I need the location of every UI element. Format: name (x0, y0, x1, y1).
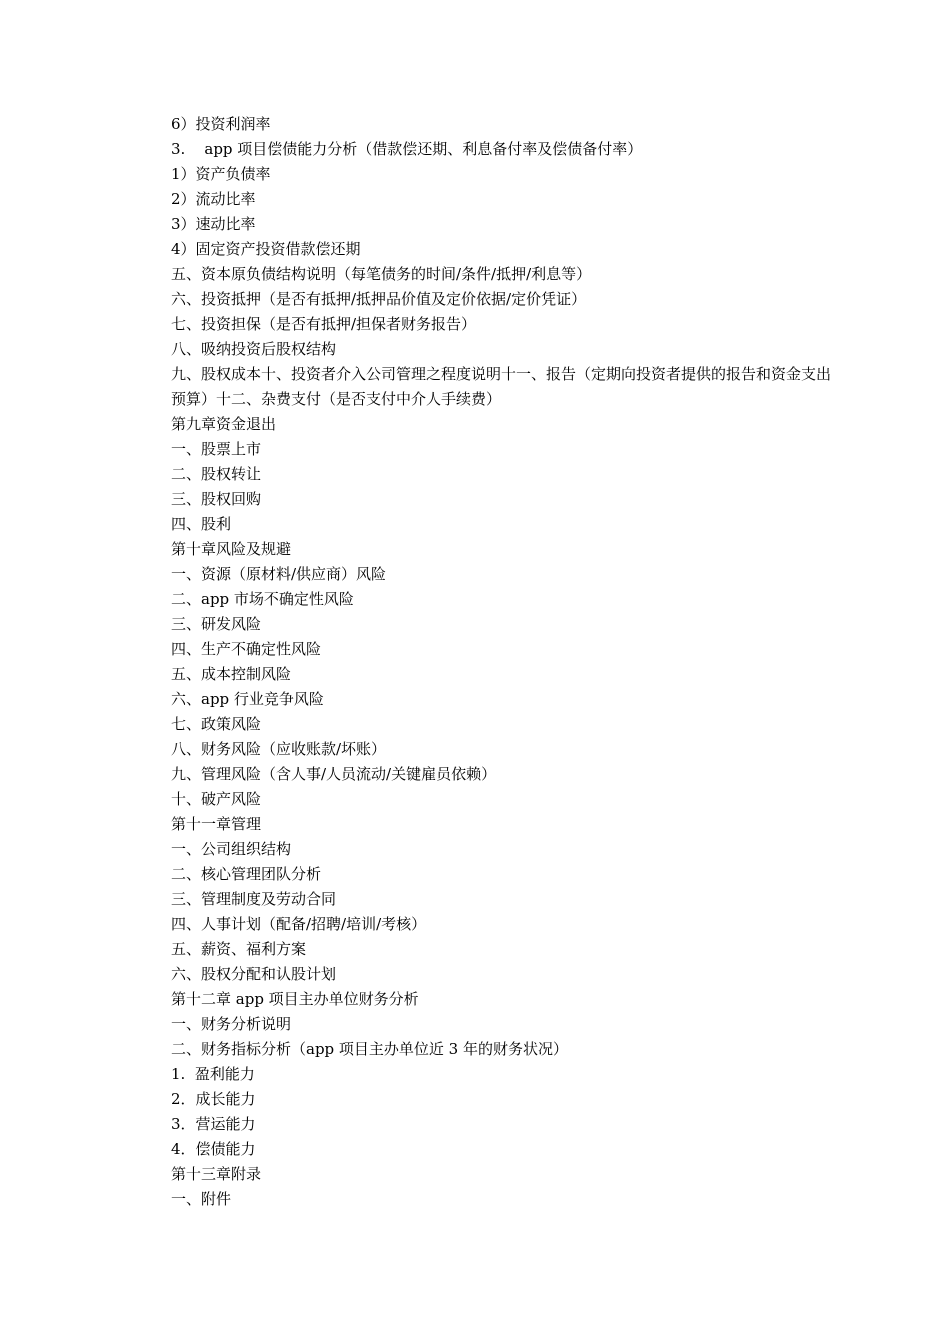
list-item: 三、股权回购 (171, 490, 262, 508)
list-item: 2．成长能力 (171, 1090, 256, 1108)
list-item: 二、财务指标分析（app 项目主办单位近 3 年的财务状况） (171, 1040, 568, 1058)
list-item: 三、管理制度及劳动合同 (171, 890, 337, 908)
paragraph: 九、股权成本十、投资者介入公司管理之程度说明十一、报告（定期向投资者提供的报告和资金支出预算）十二、杂费支付（是否支付中介人手续费） (171, 365, 832, 408)
list-item: 八、吸纳投资后股权结构 (171, 340, 337, 358)
list-item: 四、人事计划（配备/招聘/培训/考核） (171, 915, 427, 933)
list-item: 六、app 行业竞争风险 (171, 690, 324, 708)
list-item: 八、财务风险（应收账款/坏账） (171, 740, 387, 758)
list-item: 一、附件 (171, 1190, 232, 1208)
list-item: 四、股利 (171, 515, 232, 533)
chapter-heading: 第十一章管理 (171, 815, 262, 833)
list-item: 二、app 市场不确定性风险 (171, 590, 354, 608)
list-item: 九、管理风险（含人事/人员流动/关键雇员依赖） (171, 765, 497, 783)
list-item: 一、财务分析说明 (171, 1015, 292, 1033)
chapter-heading: 第十三章附录 (171, 1165, 262, 1183)
list-item: 四、生产不确定性风险 (171, 640, 322, 658)
chapter-heading: 第九章资金退出 (171, 415, 277, 433)
list-item: 七、投资担保（是否有抵押/担保者财务报告） (171, 315, 477, 333)
list-item: 五、资本原负债结构说明（每笔债务的时间/条件/抵押/利息等） (171, 265, 592, 283)
chapter-heading: 第十二章 app 项目主办单位财务分析 (171, 990, 419, 1008)
list-item: 十、破产风险 (171, 790, 262, 808)
list-item: 一、公司组织结构 (171, 840, 292, 858)
list-item: 六、投资抵押（是否有抵押/抵押品价值及定价依据/定价凭证） (171, 290, 587, 308)
list-item: 2）流动比率 (171, 190, 256, 208)
list-item: 4．偿债能力 (171, 1140, 256, 1158)
list-item: 1）资产负债率 (171, 165, 271, 183)
list-item: 三、研发风险 (171, 615, 262, 633)
list-item: 4）固定资产投资借款偿还期 (171, 240, 361, 258)
list-item: 3．营运能力 (171, 1115, 256, 1133)
list-item: 3）速动比率 (171, 215, 256, 233)
chapter-heading: 第十章风险及规避 (171, 540, 292, 558)
list-item: 七、政策风险 (171, 715, 262, 733)
document-body (171, 112, 831, 1212)
list-item: 二、股权转让 (171, 465, 262, 483)
list-item: 1. 盈利能力 (171, 1065, 255, 1083)
list-item: 五、薪资、福利方案 (171, 940, 307, 958)
list-item: 一、资源（原材料/供应商）风险 (171, 565, 387, 583)
list-item: 五、成本控制风险 (171, 665, 292, 683)
list-item: 一、股票上市 (171, 440, 262, 458)
list-item: 6）投资利润率 (171, 115, 271, 133)
list-item: 二、核心管理团队分析 (171, 865, 322, 883)
list-item: 六、股权分配和认股计划 (171, 965, 337, 983)
section-heading: 3. app 项目偿债能力分析（借款偿还期、利息备付率及偿债备付率） (171, 140, 643, 158)
